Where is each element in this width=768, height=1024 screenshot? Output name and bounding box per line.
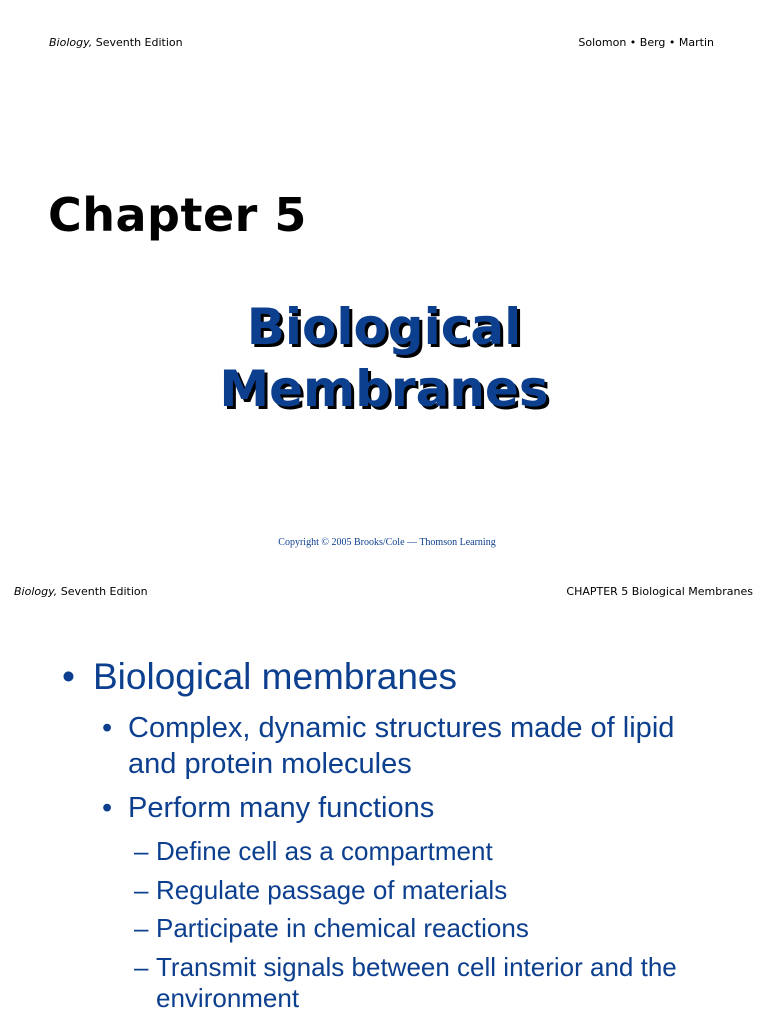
copyright-notice: Copyright © 2005 Brooks/Cole — Thomson Learning <box>278 537 496 548</box>
dash-marker: – <box>134 952 149 982</box>
function-item <box>134 913 724 944</box>
bullet-marker: • <box>102 792 113 824</box>
function-text: Define cell as a compartment <box>156 836 493 866</box>
function-item <box>134 875 724 906</box>
dash-marker: – <box>134 875 149 905</box>
main-title-line-2: Membranes <box>219 360 549 418</box>
sub-bullet-item <box>104 710 724 782</box>
main-title-line-1: Biological <box>246 298 522 356</box>
bullet-marker: • <box>62 656 75 697</box>
content-slide <box>0 576 768 1024</box>
function-text: Transmit signals between cell interior and the environment <box>156 952 677 1013</box>
header-authors: Solomon • Berg • Martin <box>578 36 714 49</box>
dash-marker: – <box>134 836 149 866</box>
header-chapter-title: CHAPTER 5 Biological Membranes <box>566 585 753 598</box>
header-book-italic: Biology, <box>49 36 93 49</box>
dash-marker: – <box>134 913 149 943</box>
sub-bullet-text: Complex, dynamic structures made of lipid and protein molecules <box>128 712 675 780</box>
sub-bullet-text: Perform many functions <box>128 792 435 824</box>
sub-bullet-item <box>104 790 724 826</box>
function-text: Participate in chemical reactions <box>156 913 529 943</box>
chapter-title: Chapter 5 <box>48 188 307 242</box>
slide-main-title <box>0 296 768 420</box>
function-item <box>134 836 724 867</box>
header-book-italic: Biology, <box>14 585 58 598</box>
header-book-title <box>49 36 183 49</box>
function-item <box>134 952 724 1014</box>
bullet-text: Biological membranes <box>93 656 458 697</box>
header-book-edition: Seventh Edition <box>92 36 183 49</box>
header-book-title <box>14 585 148 598</box>
bullet-marker: • <box>102 712 113 744</box>
function-text: Regulate passage of materials <box>156 875 508 905</box>
header-book-edition: Seventh Edition <box>57 585 148 598</box>
